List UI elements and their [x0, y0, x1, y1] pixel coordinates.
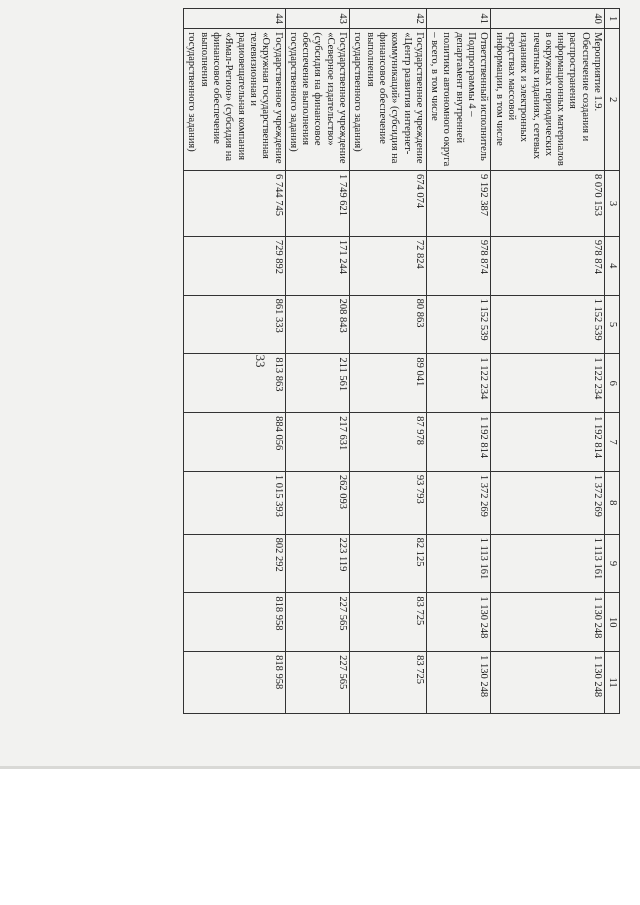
rotated-document: [110, 8, 620, 714]
column-header: 11: [605, 652, 620, 714]
value-cell: 1 113 161: [426, 534, 490, 593]
budget-table: [183, 8, 620, 714]
value-cell: 1 122 234: [491, 354, 605, 413]
value-cell: 802 292: [184, 534, 285, 593]
value-cell: 211 561: [285, 354, 349, 413]
table-row: [350, 9, 427, 714]
header-row: [605, 9, 620, 714]
row-number: 42: [350, 9, 427, 29]
value-cell: 1 130 248: [426, 593, 490, 652]
value-cell: 884 056: [184, 413, 285, 472]
value-cell: 1 152 539: [491, 295, 605, 354]
value-cell: 1 372 269: [426, 471, 490, 534]
value-cell: 1 130 248: [491, 593, 605, 652]
column-header: 10: [605, 593, 620, 652]
column-header: 8: [605, 471, 620, 534]
column-header: 1: [605, 9, 620, 29]
value-cell: 87 978: [350, 413, 427, 472]
value-cell: 818 958: [184, 652, 285, 714]
column-header: 4: [605, 236, 620, 295]
value-cell: 818 958: [184, 593, 285, 652]
row-number: 41: [426, 9, 490, 29]
value-cell: 1 015 393: [184, 471, 285, 534]
value-cell: 227 565: [285, 652, 349, 714]
value-cell: 262 093: [285, 471, 349, 534]
table-row: [491, 9, 605, 714]
value-cell: 83 725: [350, 652, 427, 714]
value-cell: 1 192 814: [491, 413, 605, 472]
value-cell: 1 192 814: [426, 413, 490, 472]
value-cell: 1 130 248: [426, 652, 490, 714]
value-cell: 729 892: [184, 236, 285, 295]
value-cell: 1 152 539: [426, 295, 490, 354]
value-cell: 223 119: [285, 534, 349, 593]
row-description: Государственное учреждение «Центр развития интернет-коммуникаций» (субсидия на финансовое обеспечение выполнения государственного задания): [350, 29, 427, 171]
table-row: [184, 9, 285, 714]
table-row: [285, 9, 349, 714]
value-cell: 171 244: [285, 236, 349, 295]
column-header: 2: [605, 29, 620, 171]
row-number: 40: [491, 9, 605, 29]
value-cell: 80 863: [350, 295, 427, 354]
value-cell: 861 333: [184, 295, 285, 354]
value-cell: 1 122 234: [426, 354, 490, 413]
value-cell: 8 070 153: [491, 171, 605, 237]
row-number: 43: [285, 9, 349, 29]
value-cell: 89 041: [350, 354, 427, 413]
value-cell: 82 125: [350, 534, 427, 593]
value-cell: 1 113 161: [491, 534, 605, 593]
row-number: 44: [184, 9, 285, 29]
value-cell: 1 749 621: [285, 171, 349, 237]
row-description: Государственное учреждение «Северное издательство» (субсидия на финансовое обеспечение выполнения государственного задания): [285, 29, 349, 171]
value-cell: 1 130 248: [491, 652, 605, 714]
value-cell: 217 631: [285, 413, 349, 472]
row-description: Мероприятие 1.9. Обеспечение создания и распространения информационных материалов в окружных периодических печатных изданиях, сетевых изданиях и электронных средствах массовой информации, в том числе: [491, 29, 605, 171]
column-header: 3: [605, 171, 620, 237]
value-cell: 83 725: [350, 593, 427, 652]
value-cell: 1 372 269: [491, 471, 605, 534]
value-cell: 978 874: [426, 236, 490, 295]
value-cell: 674 074: [350, 171, 427, 237]
page-number: 33: [253, 354, 268, 368]
value-cell: 227 565: [285, 593, 349, 652]
column-header: 5: [605, 295, 620, 354]
value-cell: 9 192 387: [426, 171, 490, 237]
value-cell: 208 843: [285, 295, 349, 354]
column-header: 7: [605, 413, 620, 472]
column-header: 9: [605, 534, 620, 593]
value-cell: 72 824: [350, 236, 427, 295]
column-header: 6: [605, 354, 620, 413]
scan-edge: [0, 766, 640, 769]
row-description: Государственное учреждение «Окружная государственная телевизионная и радиовещательная компания «Ямал-Регион» (субсидия на финансовое обеспечение выполнения государственного задания): [184, 29, 285, 171]
value-cell: 6 744 745: [184, 171, 285, 237]
value-cell: 813 863: [184, 354, 285, 413]
value-cell: 93 793: [350, 471, 427, 534]
row-description: Ответственный исполнитель Подпрограммы 4 – департамент внутренней политики автономного округа – всего, в том числе: [426, 29, 490, 171]
table-row: [426, 9, 490, 714]
value-cell: 978 874: [491, 236, 605, 295]
